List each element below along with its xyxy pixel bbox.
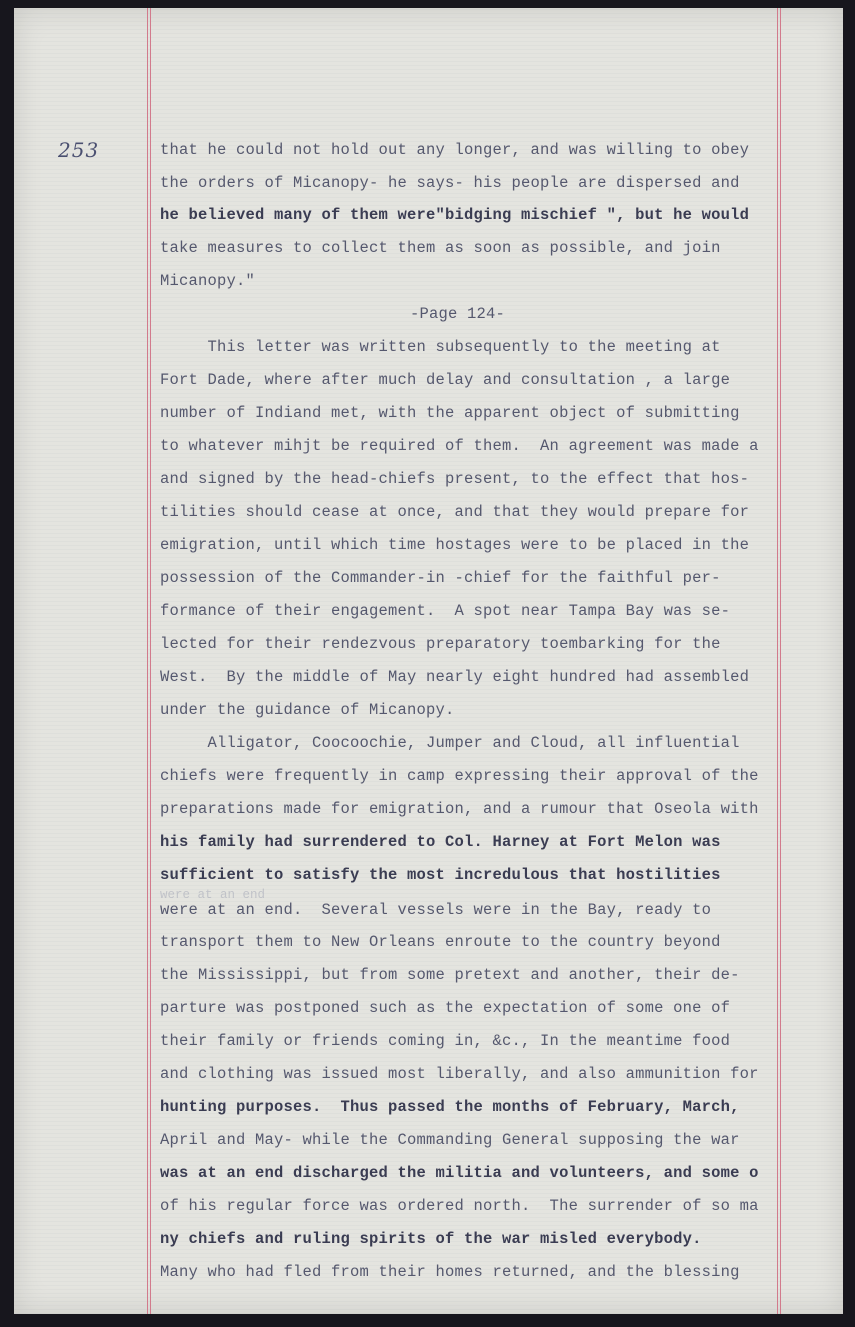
text-line: possession of the Commander-in -chief for the faithful per-: [160, 569, 721, 587]
text-line: This letter was written subsequently to the meeting at: [160, 338, 721, 356]
text-line: the orders of Micanopy- he says- his people are dispersed and: [160, 174, 740, 192]
text-line: and clothing was issued most liberally, and also ammunition for: [160, 1065, 759, 1083]
text-line: April and May- while the Commanding General supposing the war: [160, 1131, 740, 1149]
text-line: emigration, until which time hostages were to be placed in the: [160, 536, 750, 554]
handwritten-page-number: 253: [58, 138, 100, 162]
text-line: ny chiefs and ruling spirits of the war misled everybody.: [160, 1230, 702, 1248]
text-line: were at an end. Several vessels were in the Bay, ready to: [160, 901, 712, 919]
text-line: number of Indiand met, with the apparent object of submitting: [160, 404, 740, 422]
typed-body: [160, 0, 800, 1281]
text-line: preparations made for emigration, and a rumour that Oseola with: [160, 800, 759, 818]
text-line: sufficient to satisfy the most incredulous that hostilities: [160, 866, 721, 884]
page-reference: -Page 124-: [410, 305, 506, 323]
text-line: under the guidance of Micanopy.: [160, 701, 455, 719]
text-line: that he could not hold out any longer, and was willing to obey: [160, 141, 750, 159]
text-line: lected for their rendezvous preparatory toembarking for the: [160, 635, 721, 653]
text-line: parture was postponed such as the expectation of some one of: [160, 999, 731, 1017]
text-line: Micanopy.": [160, 272, 256, 290]
text-line: he believed many of them were"bidging mischief ", but he would: [160, 206, 750, 224]
ghost-overtype-text: were at an end: [160, 888, 266, 902]
text-line: was at an end discharged the militia and volunteers, and some o: [160, 1164, 759, 1182]
text-line: Alligator, Coocoochie, Jumper and Cloud, all influential: [160, 734, 740, 752]
left-margin-line-inner: [150, 8, 151, 1314]
text-line: of his regular force was ordered north. The surrender of so ma: [160, 1197, 759, 1215]
text-line: Many who had fled from their homes returned, and the blessing: [160, 1263, 740, 1281]
text-line: formance of their engagement. A spot near Tampa Bay was se-: [160, 602, 731, 620]
text-line: chiefs were frequently in camp expressing their approval of the: [160, 767, 759, 785]
text-line: West. By the middle of May nearly eight hundred had assembled: [160, 668, 750, 686]
text-line: transport them to New Orleans enroute to the country beyond: [160, 933, 721, 951]
text-line: and signed by the head-chiefs present, to the effect that hos-: [160, 470, 750, 488]
text-line: Fort Dade, where after much delay and consultation , a large: [160, 371, 731, 389]
text-line: take measures to collect them as soon as possible, and join: [160, 239, 721, 257]
text-line: to whatever mihjt be required of them. An agreement was made a: [160, 437, 759, 455]
left-margin-line: [147, 8, 148, 1314]
text-line: tilities should cease at once, and that they would prepare for: [160, 503, 750, 521]
text-line: his family had surrendered to Col. Harney at Fort Melon was: [160, 833, 721, 851]
text-line: the Mississippi, but from some pretext and another, their de-: [160, 966, 740, 984]
text-line: their family or friends coming in, &c., In the meantime food: [160, 1032, 731, 1050]
text-line: hunting purposes. Thus passed the months of February, March,: [160, 1098, 740, 1116]
